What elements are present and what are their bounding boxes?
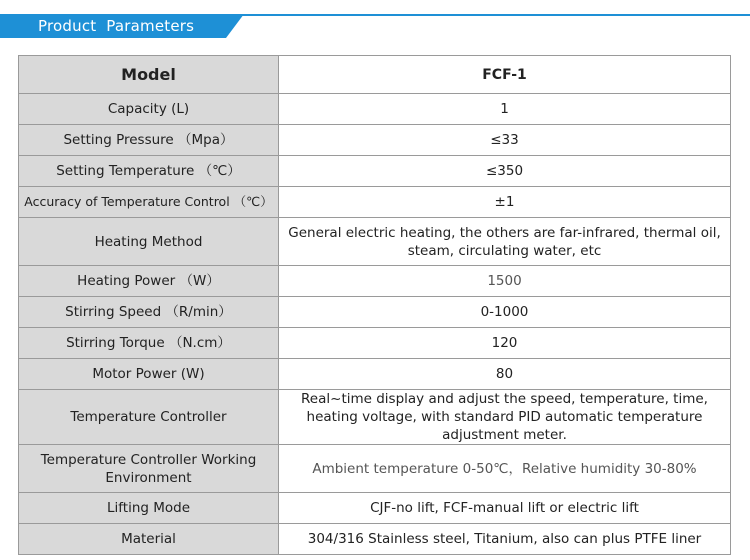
param-value-capacity: 1 <box>279 94 731 125</box>
table-row <box>19 493 731 524</box>
table-row <box>19 390 731 445</box>
param-value-heating-method: General electric heating, the others are far-infrared, thermal oil, steam, circulating water, etc <box>279 218 731 266</box>
param-value-temperature-controller: Real~time display and adjust the speed, temperature, time, heating voltage, with standard PID automatic temperature adjustment meter. <box>279 390 731 445</box>
param-value-motor-power: 80 <box>279 359 731 390</box>
param-label-stirring-torque: Stirring Torque （N.cm） <box>19 328 279 359</box>
param-value-stirring-torque: 120 <box>279 328 731 359</box>
param-label-temperature-accuracy: Accuracy of Temperature Control （℃） <box>19 187 279 218</box>
table-row <box>19 266 731 297</box>
param-value-lifting-mode: CJF-no lift, FCF-manual lift or electric lift <box>279 493 731 524</box>
param-label-capacity: Capacity (L) <box>19 94 279 125</box>
table-row <box>19 359 731 390</box>
table-row <box>19 94 731 125</box>
table-row <box>19 524 731 555</box>
table-row <box>19 218 731 266</box>
section-header <box>0 0 750 40</box>
param-value-stirring-speed: 0-1000 <box>279 297 731 328</box>
param-label-motor-power: Motor Power (W) <box>19 359 279 390</box>
param-value-temperature-accuracy: ±1 <box>279 187 731 218</box>
table-row <box>19 445 731 493</box>
model-label: Model <box>19 56 279 94</box>
param-label-material: Material <box>19 524 279 555</box>
param-value-material: 304/316 Stainless steel, Titanium, also can plus PTFE liner <box>279 524 731 555</box>
param-value-heating-power: 1500 <box>279 266 731 297</box>
param-label-lifting-mode: Lifting Mode <box>19 493 279 524</box>
param-label-heating-power: Heating Power （W） <box>19 266 279 297</box>
table-header-row <box>19 56 731 94</box>
param-label-stirring-speed: Stirring Speed （R/min） <box>19 297 279 328</box>
param-value-controller-environment: Ambient temperature 0-50℃，Relative humidity 30-80% <box>279 445 731 493</box>
param-value-setting-pressure: ≤33 <box>279 125 731 156</box>
param-label-temperature-controller: Temperature Controller <box>19 390 279 445</box>
param-label-setting-temperature: Setting Temperature （℃） <box>19 156 279 187</box>
table-row <box>19 156 731 187</box>
table-row <box>19 125 731 156</box>
table-row <box>19 297 731 328</box>
table-row <box>19 187 731 218</box>
model-value: FCF-1 <box>279 56 731 94</box>
param-label-heating-method: Heating Method <box>19 218 279 266</box>
section-title: Product Parameters <box>38 17 195 35</box>
table-row <box>19 328 731 359</box>
param-value-setting-temperature: ≤350 <box>279 156 731 187</box>
param-label-controller-environment: Temperature Controller Working Environment <box>19 445 279 493</box>
param-label-setting-pressure: Setting Pressure （Mpa） <box>19 125 279 156</box>
product-parameters-table <box>18 55 731 555</box>
